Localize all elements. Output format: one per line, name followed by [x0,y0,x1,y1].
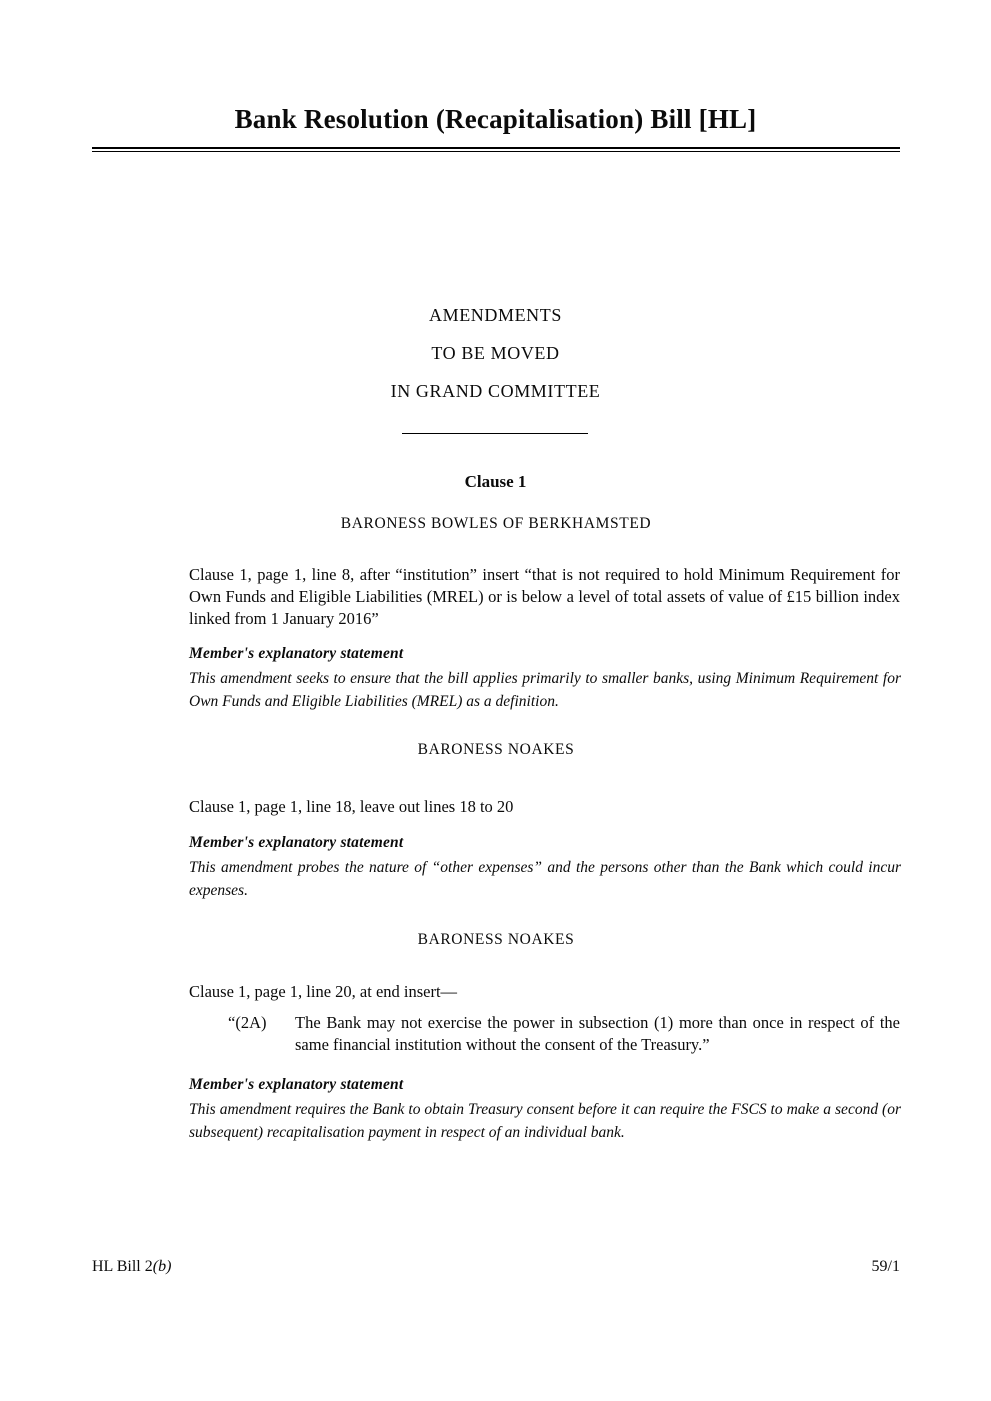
amendment-text: Clause 1, page 1, line 20, at end insert— [189,982,458,1001]
separator-rule [402,433,588,434]
title-double-rule [92,147,900,152]
explanatory-statement-text: This amendment seeks to ensure that the bill applies primarily to smaller banks, using Minimum Requirement for Own Funds and Eligible Liabilities (MREL) as a definition. [189,670,901,710]
amendment-text: Clause 1, page 1, line 8, after “institution” insert “that is not required to hold Minimum Requirement for Own Funds and Eligible Liabilities (MREL) or is below a level of total assets of value of £15 billion index linked from 1 January 2016” [189,565,900,628]
clause-heading: Clause 1 [464,472,527,491]
explanatory-statement-heading: Member's explanatory statement [189,834,404,851]
inserted-subsection-label: “(2A) [228,1013,267,1032]
explanatory-statement-heading: Member's explanatory statement [189,1076,404,1093]
explanatory-statement-text: This amendment probes the nature of “other expenses” and the persons other than the Bank which could incur expenses. [189,859,901,899]
amendment-text: Clause 1, page 1, line 18, leave out lines 18 to 20 [189,797,514,816]
explanatory-statement-text: This amendment requires the Bank to obtain Treasury consent before it can require the FSCS to make a second (or subsequent) recapitalisation payment in respect of an individual bank. [189,1101,901,1141]
heading-line-to-be-moved: TO BE MOVED [431,343,560,363]
explanatory-statement-heading: Member's explanatory statement [189,645,404,662]
heading-line-in-grand-committee: IN GRAND COMMITTEE [390,381,601,401]
sponsor-name: BARONESS NOAKES [417,741,575,758]
footer-session-number: 59/1 [871,1258,900,1275]
footer-bill-number-text: HL Bill 2 [92,1258,153,1275]
heading-line-amendments: AMENDMENTS [428,305,562,325]
sponsor-name: BARONESS NOAKES [417,931,575,948]
footer-bill-number [92,1258,171,1276]
bill-title: Bank Resolution (Recapitalisation) Bill [HL] [234,104,757,134]
inserted-subsection-text: The Bank may not exercise the power in subsection (1) more than once in respect of the same financial institution without the consent of the Treasury.” [295,1013,900,1054]
footer-bill-number-suffix: (b) [152,1258,172,1275]
sponsor-name: BARONESS BOWLES OF BERKHAMSTED [340,515,652,532]
inserted-subsection [228,1012,900,1056]
amendments-heading [0,296,991,410]
